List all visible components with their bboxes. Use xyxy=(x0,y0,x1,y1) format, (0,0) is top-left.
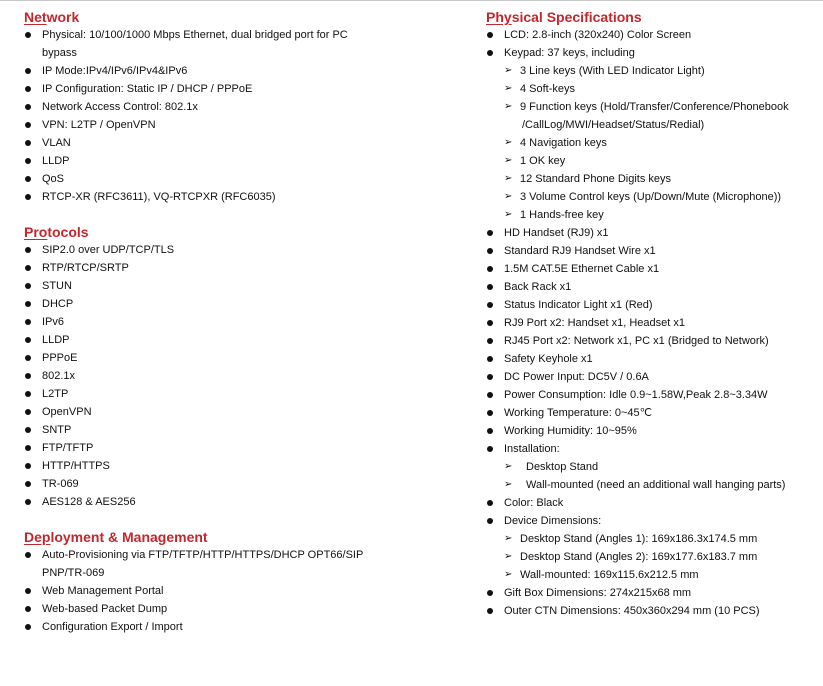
sub-list-item: ➢ Wall-mounted: 169x115.6x212.5 mm xyxy=(486,566,823,584)
arrow-bullet-icon: ➢ xyxy=(504,461,513,472)
bullet-icon xyxy=(25,86,31,92)
list-item: RJ9 Port x2: Handset x1, Headset x1 xyxy=(486,314,823,332)
sub-list-item: ➢ 12 Standard Phone Digits keys xyxy=(486,170,823,188)
sub-list-item: ➢ Desktop Stand (Angles 1): 169x186.3x174.5 mm xyxy=(486,530,823,548)
list-item: Installation: xyxy=(486,440,823,458)
list-item: RTP/RTCP/SRTP xyxy=(24,259,444,277)
bullet-icon xyxy=(25,122,31,128)
list-item: RTCP-XR (RFC3611), VQ-RTCPXR (RFC6035) xyxy=(24,188,444,206)
bullet-icon xyxy=(487,266,493,272)
arrow-bullet-icon: ➢ xyxy=(504,209,513,220)
bullet-icon xyxy=(25,355,31,361)
list-item: Working Humidity: 10~95% xyxy=(486,422,823,440)
list-item: IP Configuration: Static IP / DHCP / PPPoE xyxy=(24,80,444,98)
bullet-icon xyxy=(487,374,493,380)
bullet-icon xyxy=(487,590,493,596)
bullet-icon xyxy=(25,552,31,558)
list-item: SIP2.0 over UDP/TCP/TLS xyxy=(24,241,444,259)
bullet-icon xyxy=(25,606,31,612)
list-item: Status Indicator Light x1 (Red) xyxy=(486,296,823,314)
sub-list-item: ➢ Wall-mounted (need an additional wall hanging parts) xyxy=(486,476,823,494)
list-item: HD Handset (RJ9) x1 xyxy=(486,224,823,242)
list-item: 1.5M CAT.5E Ethernet Cable x1 xyxy=(486,260,823,278)
bullet-icon xyxy=(25,427,31,433)
right-column xyxy=(486,0,823,620)
list-item: Power Consumption: Idle 0.9~1.58W,Peak 2.8~3.34W xyxy=(486,386,823,404)
bullet-icon xyxy=(487,302,493,308)
sub-list-item: ➢ Desktop Stand (Angles 2): 169x177.6x183.7 mm xyxy=(486,548,823,566)
arrow-bullet-icon: ➢ xyxy=(504,569,513,580)
list-item: Web-based Packet Dump xyxy=(24,600,444,618)
sub-list-item: ➢ 4 Navigation keys xyxy=(486,134,823,152)
sub-list-item: ➢ 1 Hands-free key xyxy=(486,206,823,224)
bullet-icon xyxy=(25,32,31,38)
arrow-bullet-icon: ➢ xyxy=(504,137,513,148)
list-item: Auto-Provisioning via FTP/TFTP/HTTP/HTTPS/DHCP OPT66/SIP PNP/TR-069 xyxy=(24,546,444,582)
bullet-icon xyxy=(25,409,31,415)
list-item: VLAN xyxy=(24,134,444,152)
list-item: IP Mode:IPv4/IPv6/IPv4&IPv6 xyxy=(24,62,444,80)
bullet-icon xyxy=(25,301,31,307)
list-item: L2TP xyxy=(24,385,444,403)
list-item: LCD: 2.8-inch (320x240) Color Screen xyxy=(486,26,823,44)
bullet-icon xyxy=(25,68,31,74)
bullet-icon xyxy=(25,140,31,146)
bullet-icon xyxy=(25,265,31,271)
section-heading-network: Network xyxy=(24,9,80,25)
arrow-bullet-icon: ➢ xyxy=(504,173,513,184)
bullet-icon xyxy=(25,319,31,325)
bullet-icon xyxy=(487,518,493,524)
list-item: Color: Black xyxy=(486,494,823,512)
section-deployment-management xyxy=(24,528,444,636)
list-item: Physical: 10/100/1000 Mbps Ethernet, dual bridged port for PC bypass xyxy=(24,26,444,62)
bullet-icon xyxy=(25,481,31,487)
bullet-icon xyxy=(25,176,31,182)
list-item: 802.1x xyxy=(24,367,444,385)
bullet-icon xyxy=(25,337,31,343)
list-item: TR-069 xyxy=(24,475,444,493)
bullet-icon xyxy=(487,230,493,236)
sub-list-item: ➢ 4 Soft-keys xyxy=(486,80,823,98)
bullet-icon xyxy=(25,247,31,253)
bullet-icon xyxy=(25,445,31,451)
list-item: LLDP xyxy=(24,152,444,170)
list-item: PPPoE xyxy=(24,349,444,367)
section-physical-specifications xyxy=(486,8,823,620)
section-network xyxy=(24,8,444,206)
bullet-icon xyxy=(487,446,493,452)
bullet-icon xyxy=(487,338,493,344)
list-item: DHCP xyxy=(24,295,444,313)
bullet-icon xyxy=(25,588,31,594)
arrow-bullet-icon: ➢ xyxy=(504,191,513,202)
bullet-icon xyxy=(487,428,493,434)
list-item: DC Power Input: DC5V / 0.6A xyxy=(486,368,823,386)
arrow-bullet-icon: ➢ xyxy=(504,83,513,94)
list-item: Safety Keyhole x1 xyxy=(486,350,823,368)
bullet-icon xyxy=(25,499,31,505)
arrow-bullet-icon: ➢ xyxy=(504,551,513,562)
list-item: AES128 & AES256 xyxy=(24,493,444,511)
list-item: Network Access Control: 802.1x xyxy=(24,98,444,116)
arrow-bullet-icon: ➢ xyxy=(504,533,513,544)
arrow-bullet-icon: ➢ xyxy=(504,155,513,166)
list-item: IPv6 xyxy=(24,313,444,331)
arrow-bullet-icon: ➢ xyxy=(504,65,513,76)
bullet-icon xyxy=(25,104,31,110)
bullet-icon xyxy=(25,463,31,469)
bullet-icon xyxy=(487,320,493,326)
section-heading-deployment: Deployment & Management xyxy=(24,529,208,545)
bullet-icon xyxy=(487,392,493,398)
bullet-icon xyxy=(487,356,493,362)
sub-list-item: ➢ 1 OK key xyxy=(486,152,823,170)
list-item: VPN: L2TP / OpenVPN xyxy=(24,116,444,134)
list-item: HTTP/HTTPS xyxy=(24,457,444,475)
list-item: FTP/TFTP xyxy=(24,439,444,457)
arrow-bullet-icon: ➢ xyxy=(504,479,513,490)
left-column xyxy=(24,0,444,636)
bullet-icon xyxy=(25,283,31,289)
bullet-icon xyxy=(487,248,493,254)
list-item: OpenVPN xyxy=(24,403,444,421)
list-item: LLDP xyxy=(24,331,444,349)
list-item: Gift Box Dimensions: 274x215x68 mm xyxy=(486,584,823,602)
list-item: Working Temperature: 0~45℃ xyxy=(486,404,823,422)
bullet-icon xyxy=(487,608,493,614)
list-item: QoS xyxy=(24,170,444,188)
sub-list-item: ➢ Desktop Stand xyxy=(486,458,823,476)
sub-list-item: ➢ 9 Function keys (Hold/Transfer/Conference/Phonebook /CallLog/MWI/Headset/Status/Redial) xyxy=(486,98,823,134)
list-item: Web Management Portal xyxy=(24,582,444,600)
bullet-icon xyxy=(25,194,31,200)
bullet-icon xyxy=(487,284,493,290)
sub-list-item: ➢ 3 Line keys (With LED Indicator Light) xyxy=(486,62,823,80)
bullet-icon xyxy=(487,500,493,506)
bullet-icon xyxy=(487,32,493,38)
bullet-icon xyxy=(25,391,31,397)
list-item: RJ45 Port x2: Network x1, PC x1 (Bridged to Network) xyxy=(486,332,823,350)
section-heading-protocols: Protocols xyxy=(24,224,89,240)
bullet-icon xyxy=(25,624,31,630)
list-item: Configuration Export / Import xyxy=(24,618,444,636)
list-item: Back Rack x1 xyxy=(486,278,823,296)
list-item: Standard RJ9 Handset Wire x1 xyxy=(486,242,823,260)
bullet-icon xyxy=(25,158,31,164)
list-item: STUN xyxy=(24,277,444,295)
sub-list-item: ➢ 3 Volume Control keys (Up/Down/Mute (Microphone)) xyxy=(486,188,823,206)
list-item: SNTP xyxy=(24,421,444,439)
bullet-icon xyxy=(487,410,493,416)
list-item: Device Dimensions: xyxy=(486,512,823,530)
list-item: Keypad: 37 keys, including xyxy=(486,44,823,62)
bullet-icon xyxy=(25,373,31,379)
list-item: Outer CTN Dimensions: 450x360x294 mm (10 PCS) xyxy=(486,602,823,620)
section-protocols xyxy=(24,223,444,511)
bullet-icon xyxy=(487,50,493,56)
arrow-bullet-icon: ➢ xyxy=(504,101,513,112)
section-heading-physical: Physical Specifications xyxy=(486,9,642,25)
